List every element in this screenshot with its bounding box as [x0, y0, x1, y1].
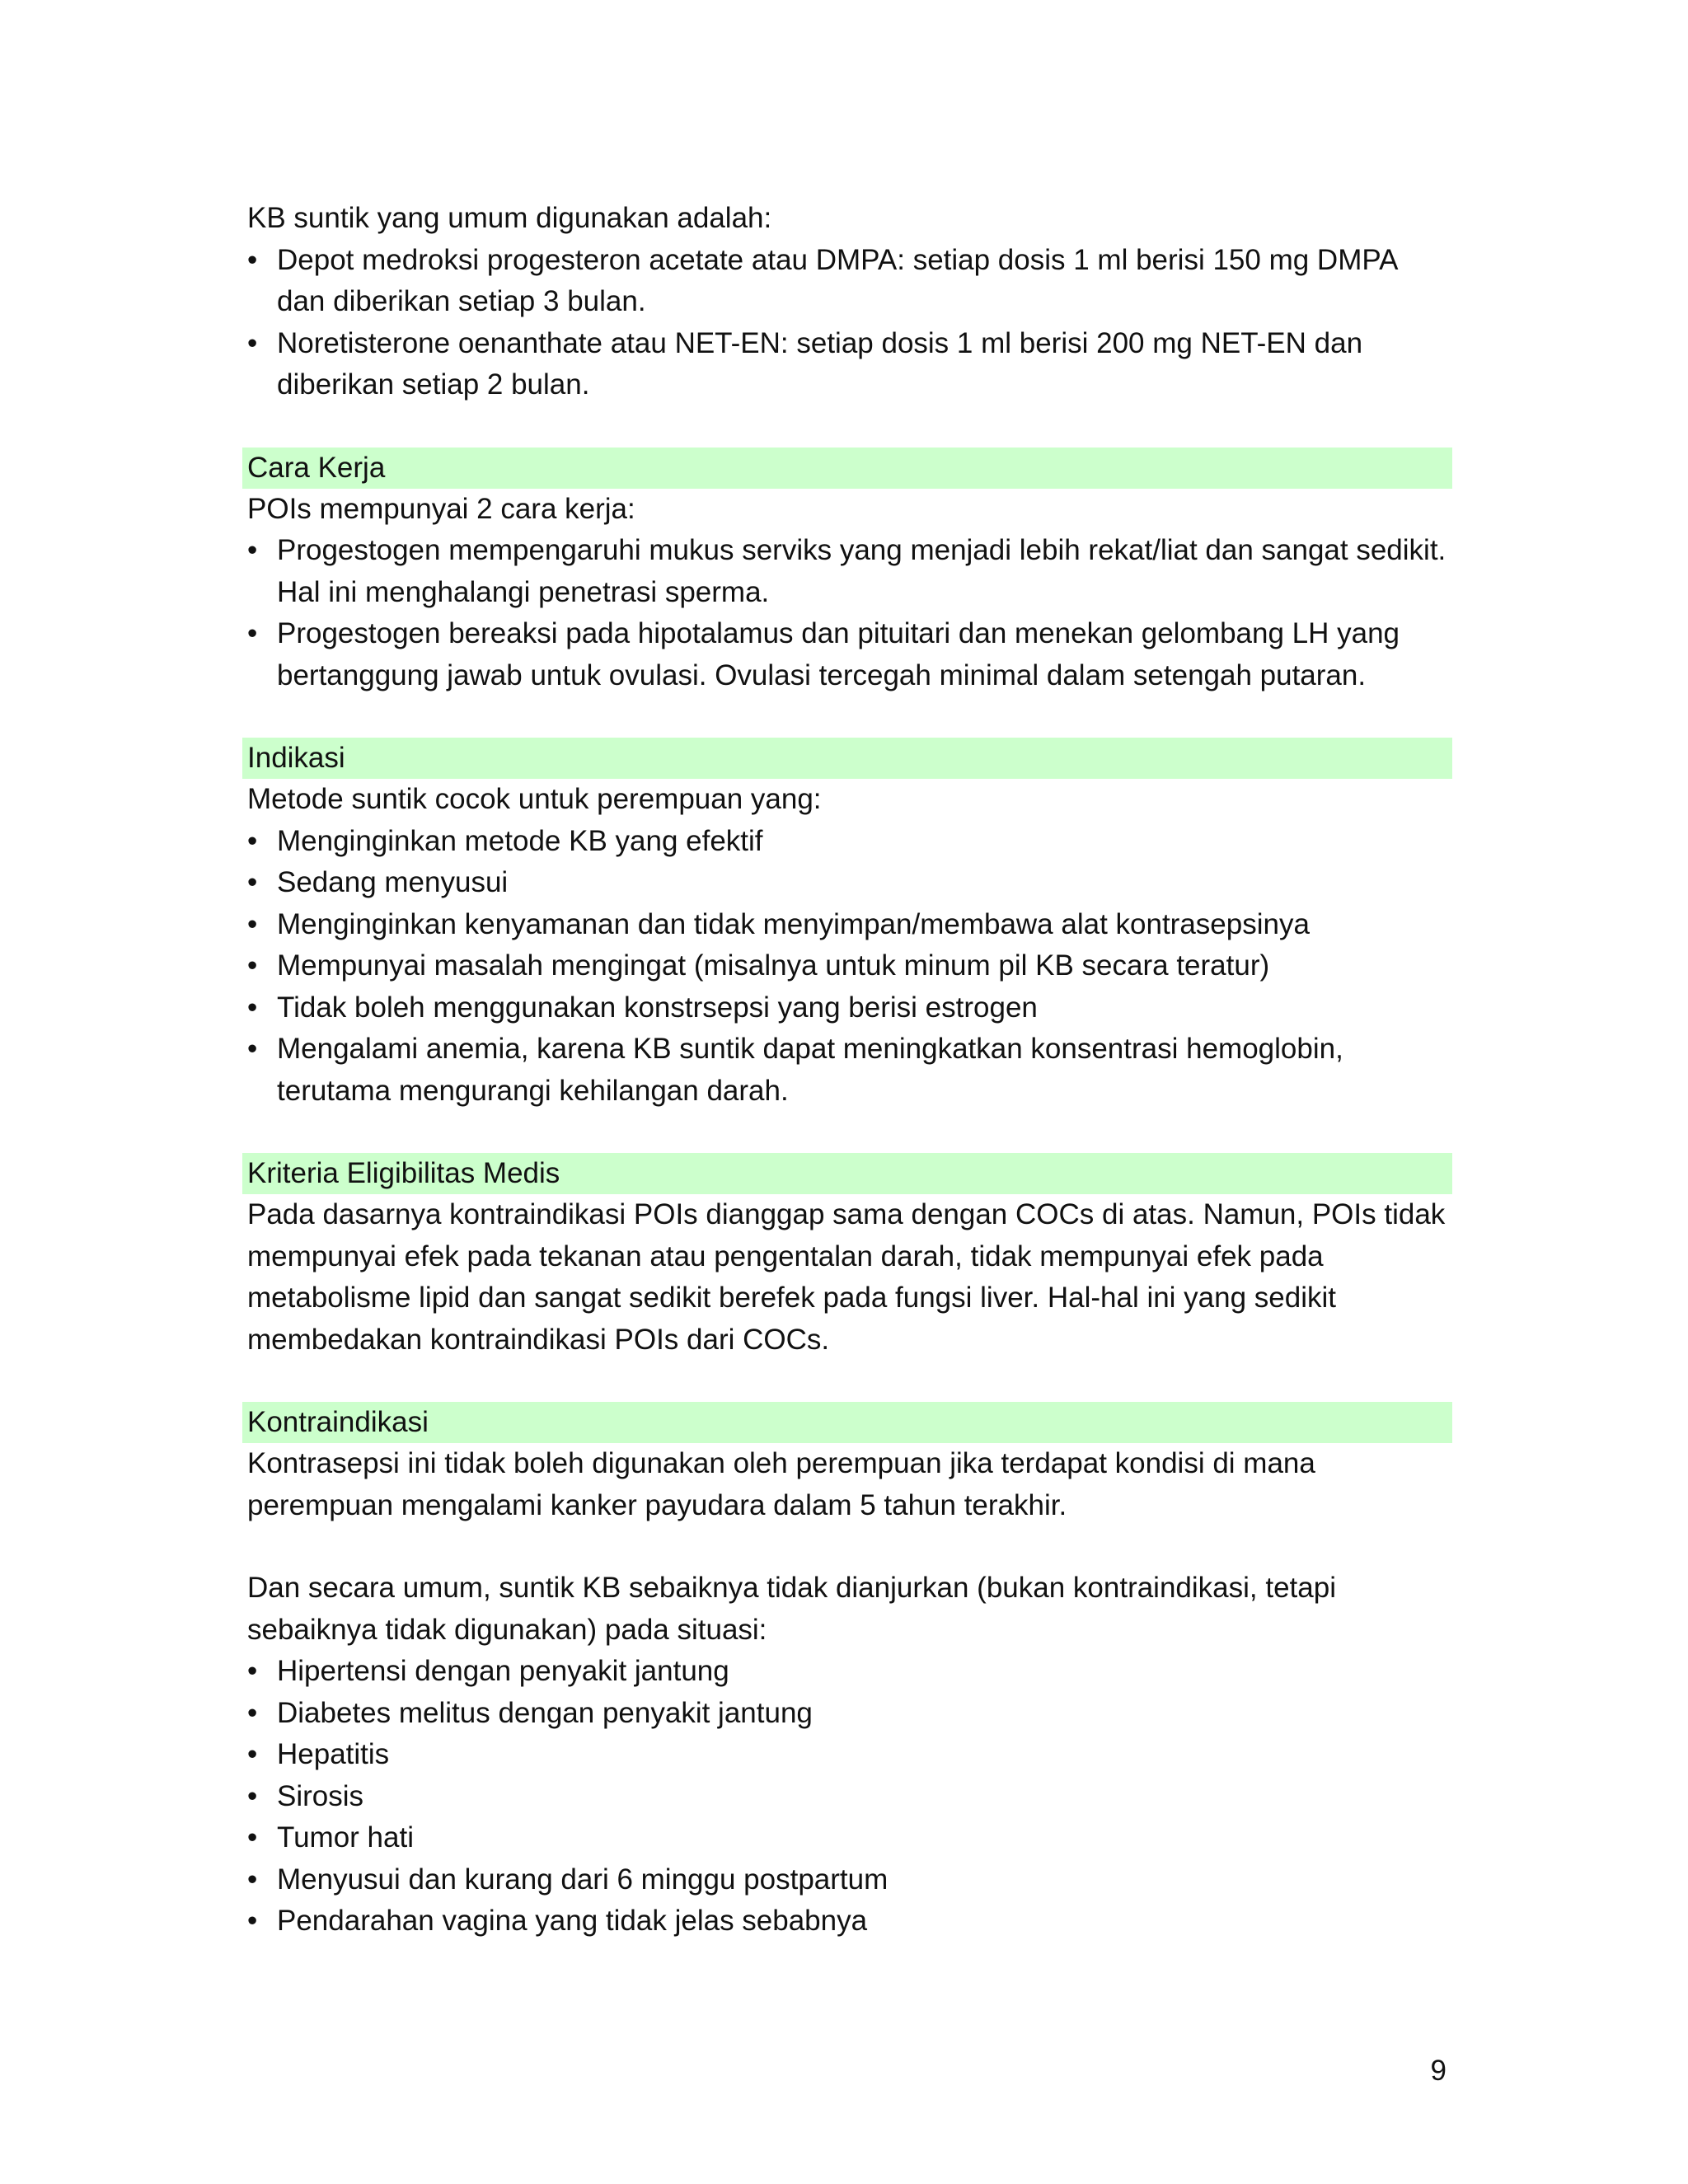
paragraph-spacer	[247, 1526, 1451, 1568]
section-spacer	[247, 1112, 1451, 1153]
list-item: • Menginginkan metode KB yang efektif	[247, 821, 1451, 863]
section-spacer	[247, 696, 1451, 738]
indikasi-lead: Metode suntik cocok untuk perempuan yang:	[247, 783, 822, 815]
list-item: • Progestogen bereaksi pada hipotalamus dan pituitari dan menekan gelombang LH yang bertanggung jawab untuk ovulasi. Ovulasi tercegah minimal dalam setengah putaran.	[247, 613, 1451, 696]
kriteria-body: Pada dasarnya kontraindikasi POIs dianggap sama dengan COCs di atas. Namun, POIs tidak mempunyai efek pada tekanan atau pengentalan darah, tidak mempunyai efek pada metabolisme lipid dan sangat sedikit berefek pada fungsi liver. Hal-hal ini yang sedikit membedakan kontraindikasi POIs dari COCs.	[247, 1198, 1446, 1356]
intro-list	[247, 240, 1451, 406]
list-item: • Depot medroksi progesteron acetate atau DMPA: setiap dosis 1 ml berisi 150 mg DMPA dan diberikan setiap 3 bulan.	[247, 240, 1451, 323]
cara-kerja-list	[247, 530, 1451, 696]
kontraindikasi-lead: Dan secara umum, suntik KB sebaiknya tidak dianjurkan (bukan kontraindikasi, tetapi sebaiknya tidak digunakan) pada situasi:	[247, 1572, 1336, 1646]
list-item: • Tidak boleh menggunakan konstrsepsi yang berisi estrogen	[247, 987, 1451, 1029]
section-heading-kriteria: Kriteria Eligibilitas Medis	[242, 1153, 1452, 1194]
list-item: • Sedang menyusui	[247, 862, 1451, 904]
section-spacer	[247, 406, 1451, 448]
kontraindikasi-body: Kontrasepsi ini tidak boleh digunakan oleh perempuan jika terdapat kondisi di mana perempuan mengalami kanker payudara dalam 5 tahun terakhir.	[247, 1447, 1315, 1521]
section-heading-cara-kerja: Cara Kerja	[242, 448, 1452, 489]
list-item: • Noretisterone oenanthate atau NET-EN: setiap dosis 1 ml berisi 200 mg NET-EN dan diberikan setiap 2 bulan.	[247, 323, 1451, 406]
list-item: • Mengalami anemia, karena KB suntik dapat meningkatkan konsentrasi hemoglobin, terutama mengurangi kehilangan darah.	[247, 1029, 1451, 1112]
list-item: • Sirosis	[247, 1776, 1451, 1818]
list-item: • Hipertensi dengan penyakit jantung	[247, 1651, 1451, 1693]
list-item: • Diabetes melitus dengan penyakit jantung	[247, 1693, 1451, 1735]
page-number: 9	[1430, 2055, 1447, 2087]
section-spacer	[247, 1361, 1451, 1402]
list-item: • Progestogen mempengaruhi mukus serviks yang menjadi lebih rekat/liat dan sangat sedikit. Hal ini menghalangi penetrasi sperma.	[247, 530, 1451, 613]
section-heading-kontraindikasi: Kontraindikasi	[242, 1402, 1452, 1443]
section-heading-indikasi: Indikasi	[242, 738, 1452, 779]
list-item: • Tumor hati	[247, 1817, 1451, 1859]
page-content	[247, 198, 1451, 1943]
list-item: • Menyusui dan kurang dari 6 minggu postpartum	[247, 1859, 1451, 1901]
list-item: • Hepatitis	[247, 1734, 1451, 1776]
kontraindikasi-list	[247, 1651, 1451, 1943]
cara-kerja-lead: POIs mempunyai 2 cara kerja:	[247, 492, 635, 525]
indikasi-list	[247, 821, 1451, 1113]
list-item: • Menginginkan kenyamanan dan tidak menyimpan/membawa alat kontrasepsinya	[247, 904, 1451, 946]
list-item: • Pendarahan vagina yang tidak jelas sebabnya	[247, 1900, 1451, 1943]
intro-lead: KB suntik yang umum digunakan adalah:	[247, 202, 772, 234]
list-item: • Mempunyai masalah mengingat (misalnya untuk minum pil KB secara teratur)	[247, 945, 1451, 987]
